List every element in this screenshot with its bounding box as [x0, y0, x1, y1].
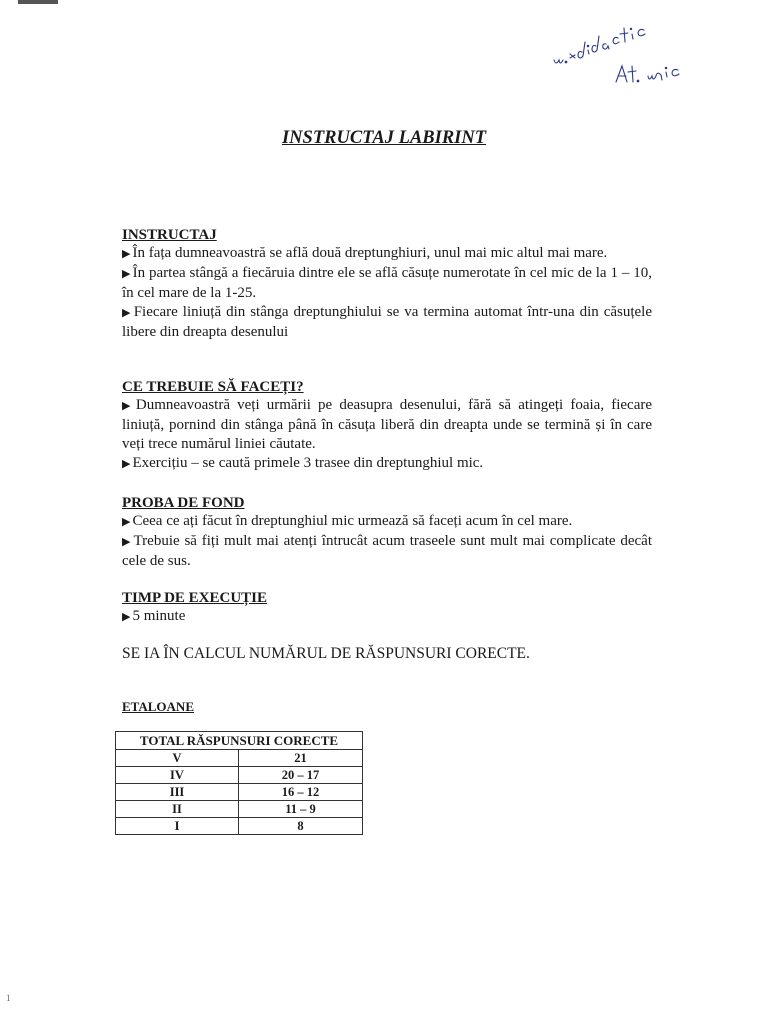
section-instructaj	[122, 226, 652, 342]
etaloane-heading: ETALOANE	[122, 699, 194, 714]
paragraph: ▶ Exercițiu – se caută primele 3 trasee din dreptunghiul mic.	[122, 455, 484, 471]
score-cell: 20 – 17	[239, 767, 363, 784]
paragraph: ▶ Trebuie să fiți mult mai atenți întrucât acum traseele sunt mult mai complicate decât cele de sus.	[122, 533, 652, 569]
arrow-icon: ▶	[122, 611, 131, 623]
table-row	[116, 750, 363, 767]
grade-cell: II	[116, 801, 239, 818]
grade-cell: I	[116, 818, 239, 835]
section-heading: INSTRUCTAJ	[122, 227, 217, 243]
arrow-icon: ▶	[122, 307, 132, 319]
score-cell: 11 – 9	[239, 801, 363, 818]
score-cell: 16 – 12	[239, 784, 363, 801]
score-cell: 8	[239, 818, 363, 835]
grade-cell: V	[116, 750, 239, 767]
table-header: TOTAL RĂSPUNSURI CORECTE	[116, 732, 363, 750]
grade-cell: III	[116, 784, 239, 801]
table-row	[116, 767, 363, 784]
paragraph: ▶ În fața dumneavoastră se află două dreptunghiuri, unul mai mic altul mai mare.	[122, 245, 608, 261]
paragraph: ▶ În partea stângă a fiecăruia dintre ele se află căsuțe numerotate în cel mic de la 1 – 10, în cel mare de la 1-25.	[122, 265, 652, 301]
section-timp-de-executie	[122, 589, 652, 627]
paragraph: ▶ Fiecare liniuță din stânga dreptunghiului se va termina automat într-una din căsuțele libere din dreapta desenului	[122, 304, 652, 340]
handwritten-annotation	[548, 8, 708, 88]
score-cell: 21	[239, 750, 363, 767]
paragraph: ▶ Ceea ce ați făcut în dreptunghiul mic urmează să faceți acum în cel mare.	[122, 513, 573, 529]
paragraph: ▶ Dumneavoastră veți urmării pe deasupra desenului, fără să atingeți foaia, fiecare liniuță, pornind din stânga până în căsuța liberă din dreapta unde se termină și în care veți trece numărul liniei căutate.	[122, 397, 653, 452]
arrow-icon: ▶	[122, 268, 131, 280]
section-proba-de-fond	[122, 494, 652, 571]
scan-mark	[18, 0, 58, 4]
calc-note: SE IA ÎN CALCUL NUMĂRUL DE RĂSPUNSURI CORECTE.	[122, 645, 530, 662]
table-row	[116, 818, 363, 835]
section-heading: PROBA DE FOND	[122, 495, 245, 511]
grade-cell: IV	[116, 767, 239, 784]
arrow-icon: ▶	[122, 400, 134, 412]
paragraph: ▶ 5 minute	[122, 608, 186, 624]
document-title: INSTRUCTAJ LABIRINT	[281, 128, 487, 148]
table-row	[116, 801, 363, 818]
arrow-icon: ▶	[122, 458, 131, 470]
section-heading: TIMP DE EXECUȚIE	[122, 590, 268, 606]
arrow-icon: ▶	[122, 516, 131, 528]
arrow-icon: ▶	[122, 536, 132, 548]
arrow-icon: ▶	[122, 248, 131, 260]
section-heading: CE TREBUIE SĂ FACEȚI?	[122, 379, 304, 395]
table-row	[116, 784, 363, 801]
section-ce-trebuie	[122, 378, 652, 474]
page-number: 1	[6, 993, 11, 1003]
score-table	[115, 731, 363, 835]
